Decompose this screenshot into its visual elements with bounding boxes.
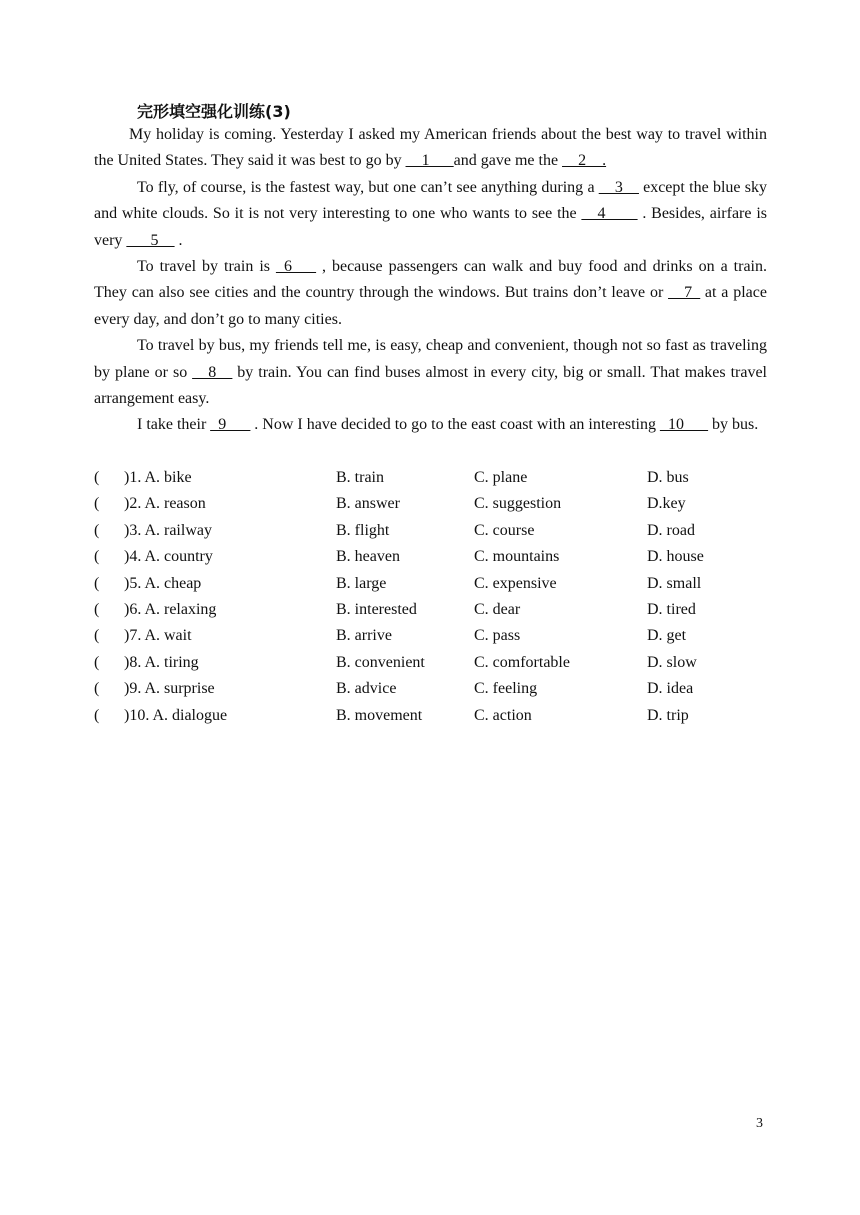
answer-paren: ( bbox=[94, 706, 100, 724]
question-stem: )10. A. dialogue bbox=[124, 706, 228, 724]
option-b: B. advice bbox=[336, 680, 397, 698]
passage-text: I take their bbox=[137, 416, 211, 434]
option-b: B. flight bbox=[336, 521, 390, 539]
blank: ___5__ bbox=[126, 231, 175, 249]
option-d: D. small bbox=[647, 574, 702, 592]
passage-text: by bus. bbox=[707, 416, 759, 434]
blank: _6___ bbox=[276, 258, 316, 276]
option-row bbox=[94, 703, 767, 729]
passage-paragraph bbox=[94, 333, 767, 412]
page-number: 3 bbox=[756, 1116, 763, 1131]
passage-paragraph bbox=[94, 122, 767, 175]
option-c: C. suggestion bbox=[474, 495, 562, 513]
option-c: C. comfortable bbox=[474, 653, 570, 671]
option-b: B. large bbox=[336, 574, 387, 592]
blank: __8__ bbox=[192, 363, 233, 381]
option-d: D. road bbox=[647, 521, 695, 539]
blank: __3__ bbox=[598, 178, 639, 196]
option-row bbox=[94, 465, 767, 491]
question-stem: )9. A. surprise bbox=[124, 680, 215, 698]
option-row bbox=[94, 518, 767, 544]
passage-text: . Now I have decided to go to the east coast with an interesting bbox=[250, 416, 660, 434]
exercise-title: 完形填空强化训练(3) bbox=[137, 102, 291, 121]
option-c: C. feeling bbox=[474, 680, 538, 698]
answer-paren: ( bbox=[94, 548, 100, 566]
blank: __7_ bbox=[668, 284, 701, 302]
option-row bbox=[94, 650, 767, 676]
option-row bbox=[94, 571, 767, 597]
question-stem: )7. A. wait bbox=[124, 627, 192, 645]
option-b: B. train bbox=[336, 469, 384, 486]
question-stem: )2. A. reason bbox=[124, 495, 206, 513]
answer-paren: ( bbox=[94, 521, 100, 539]
option-b: B. heaven bbox=[336, 548, 400, 566]
option-b: B. convenient bbox=[336, 653, 425, 671]
passage-text: , because passengers can walk and buy food and drinks on a train. They can also see cities and the country through the windows. But trains don’t leave or bbox=[94, 258, 767, 302]
option-d: D. idea bbox=[647, 680, 694, 698]
answer-paren: ( bbox=[94, 600, 100, 618]
passage-text: at a place every day, and don’t go to many cities. bbox=[94, 284, 767, 328]
blank: __4____ bbox=[581, 205, 638, 223]
option-row bbox=[94, 491, 767, 517]
passage-text: . Besides, airfare is very bbox=[94, 205, 767, 249]
passage-text: To travel by bus, my friends tell me, is easy, cheap and convenient, though not so fast as traveling by plane or so bbox=[94, 337, 767, 381]
option-c: C. action bbox=[474, 706, 532, 724]
option-row bbox=[94, 597, 767, 623]
question-stem: )4. A. country bbox=[124, 548, 213, 566]
passage-text: . bbox=[174, 231, 183, 249]
answer-paren: ( bbox=[94, 574, 100, 592]
option-c: C. expensive bbox=[474, 574, 557, 592]
passage-text: To travel by train is bbox=[137, 258, 276, 276]
passage-paragraph bbox=[94, 412, 767, 438]
passage-text: and gave me the bbox=[453, 152, 563, 170]
option-b: B. arrive bbox=[336, 627, 392, 645]
option-d: D. house bbox=[647, 548, 704, 566]
option-d: D. bus bbox=[647, 469, 689, 486]
passage-text: My holiday is coming. Yesterday I asked my American friends about the best way to travel within the United States. They said it was best to go by bbox=[94, 126, 767, 170]
answer-paren: ( bbox=[94, 495, 100, 513]
option-d: D. tired bbox=[647, 600, 696, 618]
option-b: B. interested bbox=[336, 600, 417, 618]
answer-paren: ( bbox=[94, 680, 100, 698]
passage-text: by train. You can find buses almost in every city, big or small. That makes travel arrangement easy. bbox=[94, 363, 767, 408]
option-row bbox=[94, 676, 767, 702]
passage-paragraph bbox=[94, 175, 767, 254]
passage-paragraph bbox=[94, 254, 767, 333]
option-d: D. slow bbox=[647, 653, 697, 671]
option-d: D. trip bbox=[647, 706, 689, 724]
option-b: B. answer bbox=[336, 495, 400, 513]
blank: __2__. bbox=[562, 152, 607, 170]
answer-paren: ( bbox=[94, 627, 100, 645]
question-stem: )1. A. bike bbox=[124, 469, 192, 486]
option-c: C. course bbox=[474, 521, 535, 539]
cloze-passage bbox=[94, 122, 767, 439]
passage-text: except the blue sky and white clouds. So it is not very interesting to one who wants to see the bbox=[94, 178, 767, 223]
option-c: C. plane bbox=[474, 469, 528, 486]
option-c: C. pass bbox=[474, 627, 521, 645]
option-c: C. mountains bbox=[474, 548, 560, 566]
question-stem: )6. A. relaxing bbox=[124, 600, 217, 618]
passage-text: To fly, of course, is the fastest way, but one can’t see anything during a bbox=[137, 178, 599, 196]
answer-options bbox=[94, 465, 767, 729]
question-stem: )5. A. cheap bbox=[124, 574, 202, 592]
option-b: B. movement bbox=[336, 706, 423, 724]
option-d: D.key bbox=[647, 495, 686, 513]
option-c: C. dear bbox=[474, 600, 521, 618]
option-d: D. get bbox=[647, 627, 687, 645]
option-row bbox=[94, 623, 767, 649]
blank: _9___ bbox=[210, 416, 251, 434]
option-row bbox=[94, 544, 767, 570]
blank: __1__ bbox=[405, 152, 454, 170]
question-stem: )3. A. railway bbox=[124, 521, 212, 539]
answer-paren: ( bbox=[94, 653, 100, 671]
answer-paren: ( bbox=[94, 469, 100, 486]
blank: _10___ bbox=[659, 416, 708, 434]
question-stem: )8. A. tiring bbox=[124, 653, 199, 671]
